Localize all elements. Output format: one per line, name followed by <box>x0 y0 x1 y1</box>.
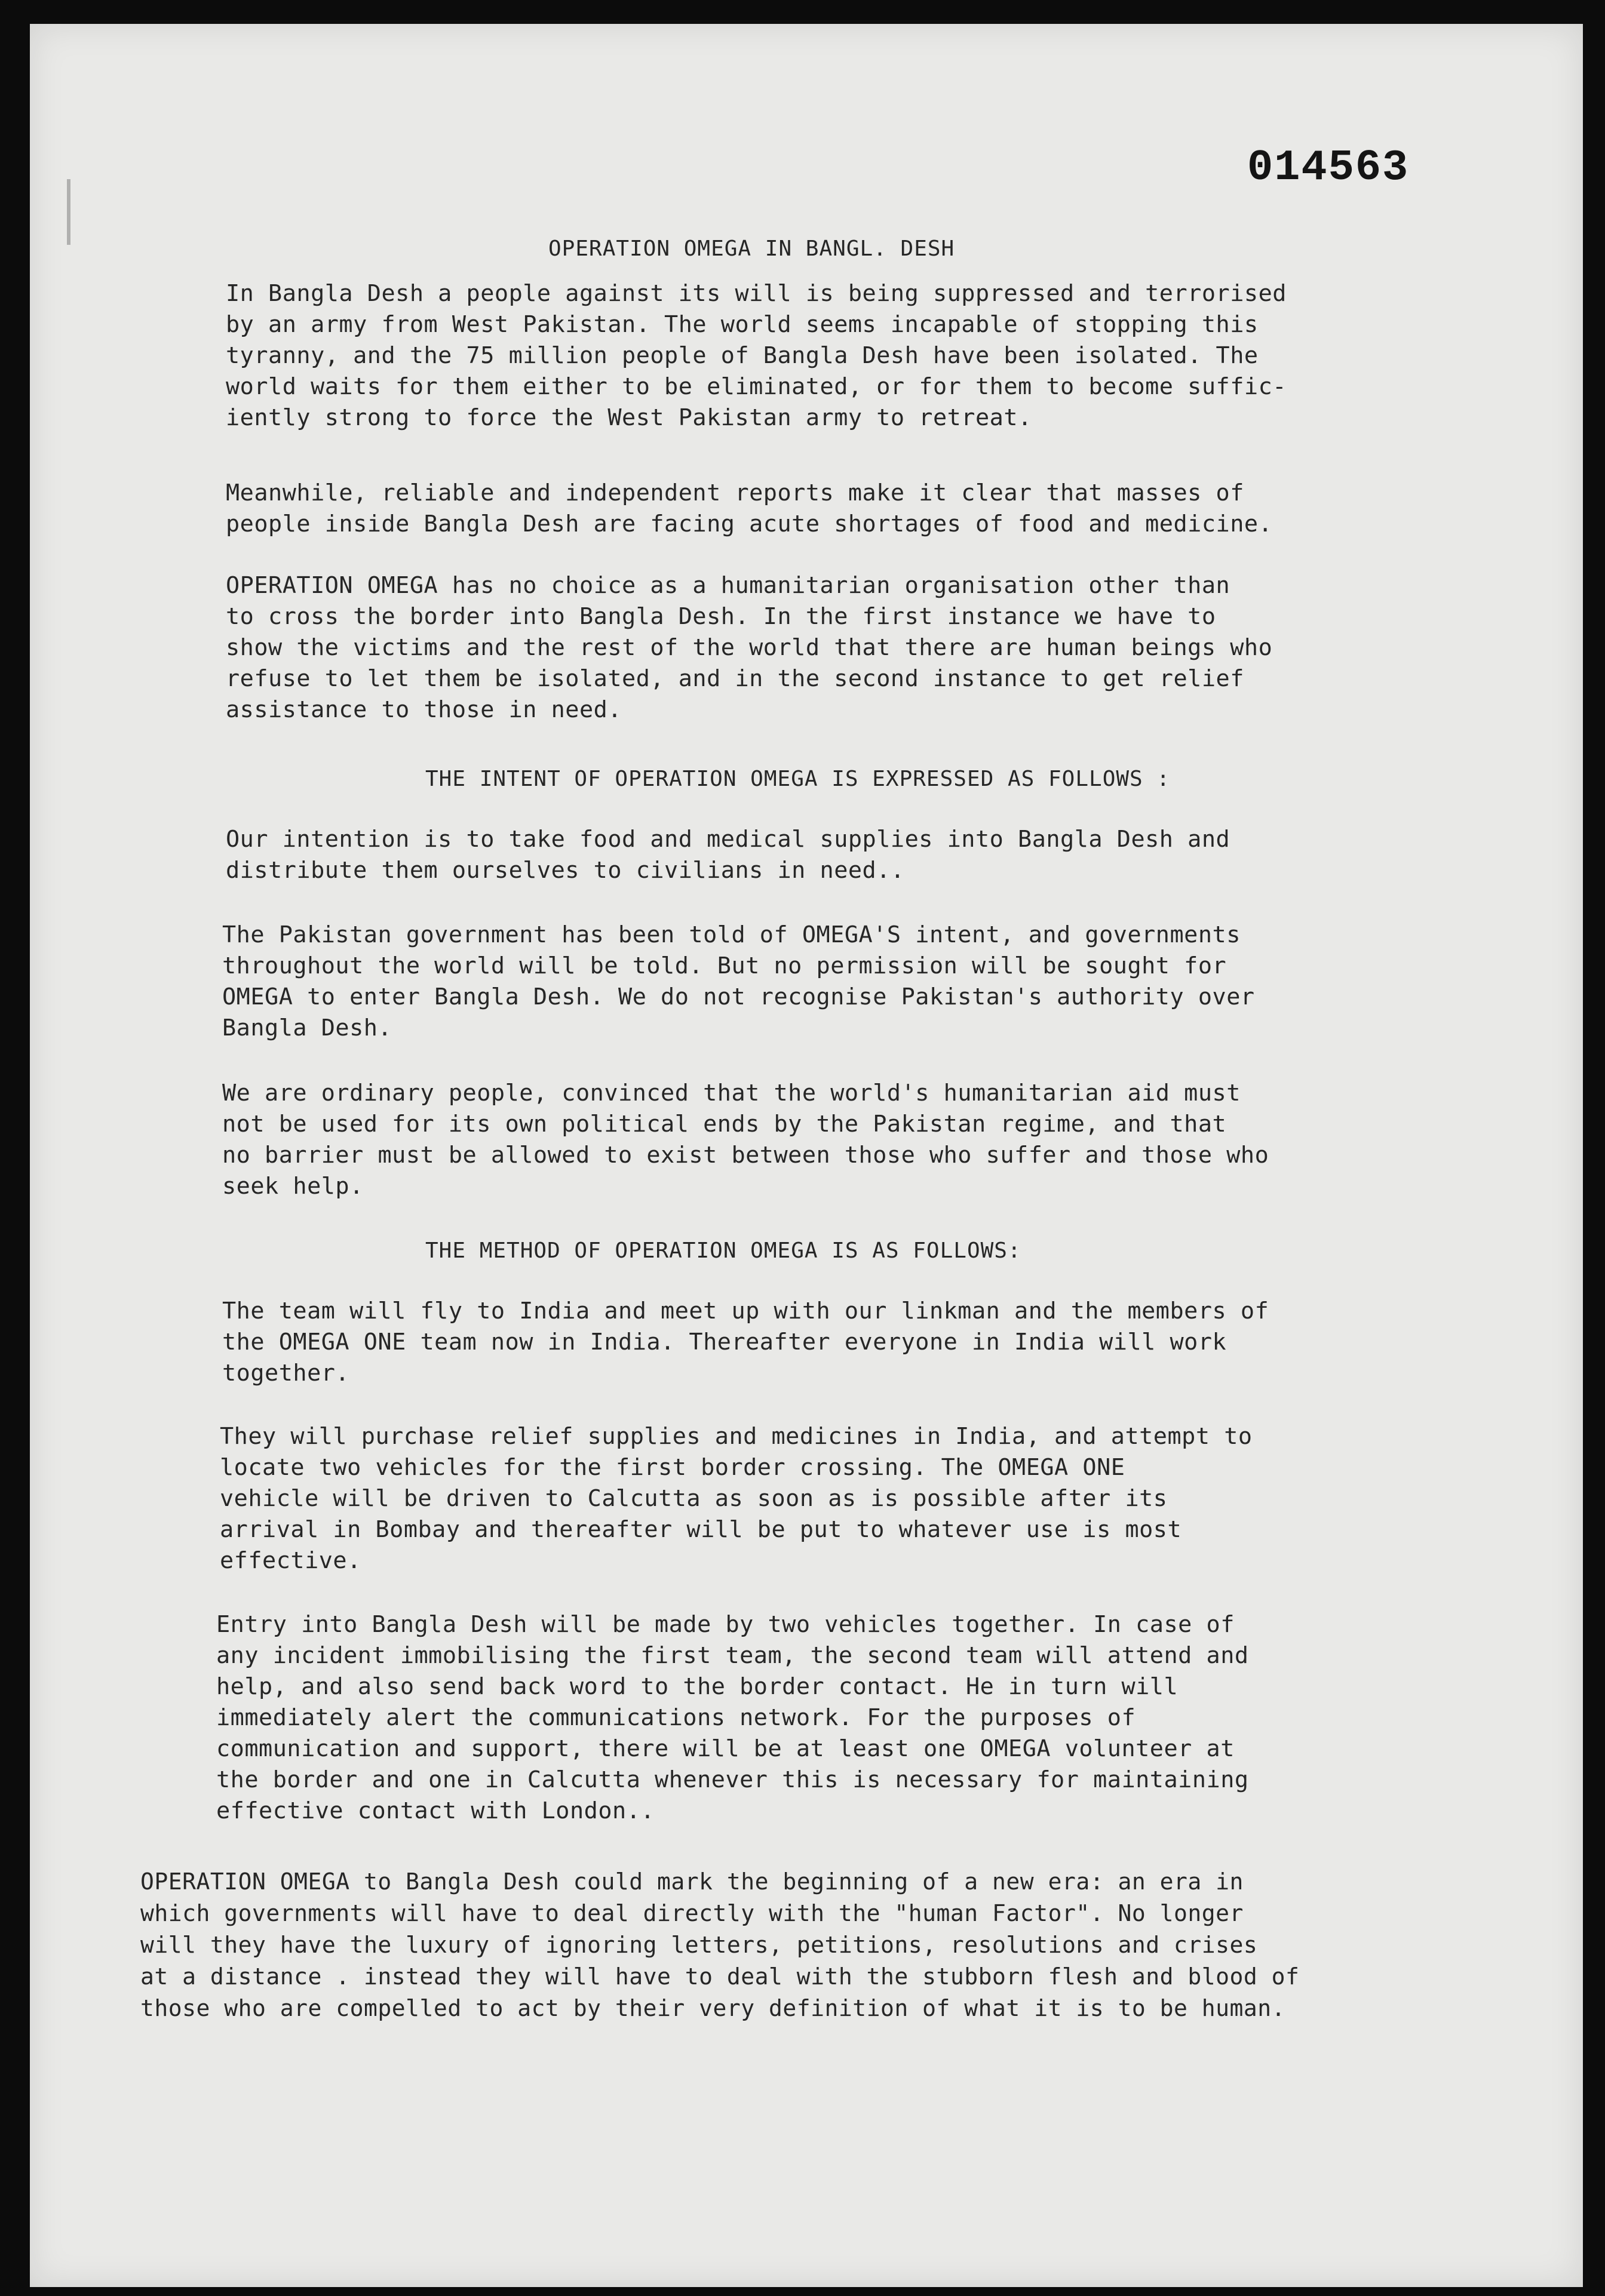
text-line: OPERATION OMEGA has no choice as a humanitarian organisation other than <box>226 572 1230 599</box>
paragraph-intro <box>226 278 1287 434</box>
text-line: show the victims and the rest of the world that there are human beings who <box>226 634 1273 661</box>
text-line: locate two vehicles for the first border crossing. The OMEGA ONE <box>220 1454 1125 1481</box>
paragraph-closing <box>140 1866 1299 2024</box>
text-line: They will purchase relief supplies and medicines in India, and attempt to <box>220 1423 1253 1450</box>
text-line: refuse to let them be isolated, and in the second instance to get relief <box>226 665 1244 692</box>
text-line: Bangla Desh. <box>222 1015 392 1041</box>
document-title: OPERATION OMEGA IN BANGL. DESH <box>548 236 955 261</box>
text-line: distribute them ourselves to civilians in need.. <box>226 857 905 884</box>
paragraph-entry <box>216 1609 1249 1827</box>
text-line: The team will fly to India and meet up with our linkman and the members of <box>222 1298 1269 1324</box>
text-line: OPERATION OMEGA to Bangla Desh could mark the beginning of a new era: an era in <box>140 1868 1244 1895</box>
text-line: effective contact with London.. <box>216 1797 655 1824</box>
text-line: throughout the world will be told. But no permission will be sought for <box>222 952 1227 979</box>
text-line: those who are compelled to act by their very definition of what it is to be human. <box>140 1995 1285 2021</box>
text-line: together. <box>222 1360 350 1387</box>
text-line: communication and support, there will be at least one OMEGA volunteer at <box>216 1735 1235 1762</box>
text-line: any incident immobilising the first team, the second team will attend and <box>216 1642 1249 1669</box>
paragraph-pakistan-government <box>222 920 1255 1044</box>
text-line: effective. <box>220 1547 361 1574</box>
text-line: arrival in Bombay and thereafter will be put to whatever use is most <box>220 1516 1182 1543</box>
text-line: Entry into Bangla Desh will be made by two vehicles together. In case of <box>216 1611 1235 1638</box>
heading-intent: THE INTENT OF OPERATION OMEGA IS EXPRESSED AS FOLLOWS : <box>425 767 1171 791</box>
heading-method: THE METHOD OF OPERATION OMEGA IS AS FOLLOWS: <box>425 1238 1021 1263</box>
text-line: immediately alert the communications network. For the purposes of <box>216 1704 1136 1731</box>
text-line: not be used for its own political ends by the Pakistan regime, and that <box>222 1111 1227 1138</box>
text-line: to cross the border into Bangla Desh. In the first instance we have to <box>226 603 1216 630</box>
text-line: In Bangla Desh a people against its will is being suppressed and terrorised <box>226 280 1287 307</box>
text-line: assistance to those in need. <box>226 696 622 723</box>
paragraph-intention <box>226 824 1230 886</box>
text-line: people inside Bangla Desh are facing acute shortages of food and medicine. <box>226 511 1273 537</box>
text-line: The Pakistan government has been told of OMEGA'S intent, and governments <box>222 921 1241 948</box>
document-number: 014563 <box>1247 143 1410 192</box>
text-line: vehicle will be driven to Calcutta as soon as is possible after its <box>220 1485 1168 1512</box>
paragraph-reports <box>226 478 1272 540</box>
text-line: world waits for them either to be eliminated, or for them to become suffic- <box>226 373 1287 400</box>
margin-mark <box>67 179 70 245</box>
paragraph-supplies <box>220 1421 1253 1576</box>
text-line: iently strong to force the West Pakistan army to retreat. <box>226 404 1032 431</box>
text-line: Our intention is to take food and medical supplies into Bangla Desh and <box>226 826 1230 853</box>
paragraph-team <box>222 1296 1269 1389</box>
text-line: will they have the luxury of ignoring letters, petitions, resolutions and crises <box>140 1932 1258 1958</box>
text-line: We are ordinary people, convinced that the world's humanitarian aid must <box>222 1080 1241 1106</box>
text-line: help, and also send back word to the border contact. He in turn will <box>216 1673 1179 1700</box>
text-line: no barrier must be allowed to exist between those who suffer and those who <box>222 1142 1269 1169</box>
text-line: Meanwhile, reliable and independent reports make it clear that masses of <box>226 480 1244 506</box>
text-line: at a distance . instead they will have to deal with the stubborn flesh and blood of <box>140 1963 1300 1990</box>
text-line: by an army from West Pakistan. The world seems incapable of stopping this <box>226 311 1259 338</box>
text-line: which governments will have to deal directly with the "human Factor". No longer <box>140 1900 1244 1926</box>
text-line: seek help. <box>222 1173 364 1200</box>
paragraph-no-choice <box>226 570 1272 726</box>
paragraph-ordinary-people <box>222 1078 1269 1202</box>
text-line: OMEGA to enter Bangla Desh. We do not recognise Pakistan's authority over <box>222 983 1255 1010</box>
text-line: tyranny, and the 75 million people of Bangla Desh have been isolated. The <box>226 342 1259 369</box>
text-line: the OMEGA ONE team now in India. Thereafter everyone in India will work <box>222 1329 1227 1356</box>
text-line: the border and one in Calcutta whenever this is necessary for maintaining <box>216 1766 1249 1793</box>
